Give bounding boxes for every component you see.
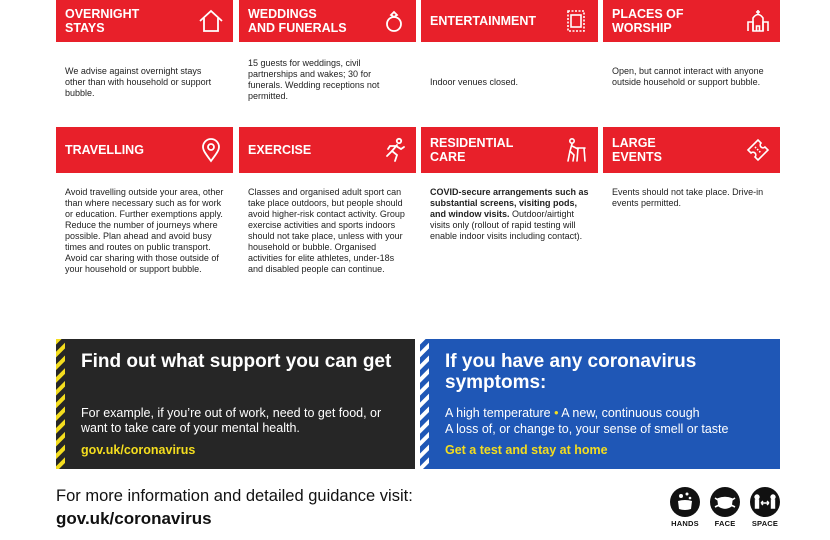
hfs-label: HANDS	[671, 519, 699, 528]
symptom-temperature: A high temperature	[445, 406, 551, 420]
card-header	[603, 0, 780, 42]
symptoms-heading: If you have any coronavirus symptoms:	[445, 351, 697, 393]
card-body: Classes and organised adult sport can take place outdoors, but people should avoid higher-risk contact activity. Group exercise activities and sports indoors should not take place, unless with your household or bubble. Organised activities for elite athletes, under-18s and disabled people can continue.	[248, 187, 405, 274]
symptom-cough: A new, continuous cough	[561, 406, 700, 420]
card-body: Avoid travelling outside your area, other than where necessary such as for work or education. Further exemptions apply. Reduce the number of journeys where possible. Plan ahead and avoid busy times and routes on public transport. Avoid car sharing with those outside of your household or support bubble.	[65, 187, 224, 274]
card-weddings-funerals	[239, 0, 416, 121]
card-places-of-worship	[603, 0, 780, 121]
card-body: Open, but cannot interact with anyone outside household or support bubble.	[612, 66, 764, 87]
card-title: WORSHIP	[612, 21, 672, 35]
hands-washing-icon	[670, 487, 700, 517]
card-header	[421, 127, 598, 173]
card-overnight-stays	[56, 0, 233, 121]
card-header	[56, 0, 233, 42]
card-title: CARE	[430, 150, 466, 164]
card-body-text: Outdoor/airtight visits only (rollout of rapid testing will enable indoor visits including contact).	[430, 209, 583, 241]
symptoms-line-1	[445, 406, 775, 421]
card-title: EXERCISE	[248, 143, 312, 157]
card-header	[239, 127, 416, 173]
card-title: RESIDENTIAL	[430, 136, 514, 150]
card-header	[56, 127, 233, 173]
support-link[interactable]: gov.uk/coronavirus	[81, 443, 196, 457]
symptoms-link[interactable]: Get a test and stay at home	[445, 443, 608, 457]
card-large-events	[603, 127, 780, 323]
card-residential-care	[421, 127, 598, 323]
bullet: •	[554, 406, 559, 420]
card-exercise	[239, 127, 416, 323]
footer-url[interactable]: gov.uk/coronavirus	[56, 509, 212, 528]
card-body-bold: COVID-secure arrangements such as substantial screens, visiting pods, and window visits.	[430, 187, 589, 219]
face-mask-icon	[710, 487, 740, 517]
card-body: Events should not take place. Drive-in events permitted.	[612, 187, 764, 208]
card-body: 15 guests for weddings, civil partnerships and wakes; 30 for funerals. Wedding receptions not permitted.	[248, 58, 380, 101]
card-title: TRAVELLING	[65, 143, 144, 157]
card-title: STAYS	[65, 21, 105, 35]
card-body	[421, 173, 598, 242]
card-travelling	[56, 127, 233, 323]
card-header	[603, 127, 780, 173]
stamp-icon	[562, 7, 590, 35]
card-body: Indoor venues closed.	[430, 77, 519, 87]
ticket-icon	[744, 136, 772, 164]
walking-frame-icon	[562, 136, 590, 164]
symptoms-panel	[420, 339, 780, 469]
symptoms-line-2: A loss of, or change to, your sense of smell or taste	[445, 422, 729, 436]
card-title: ENTERTAINMENT	[430, 14, 537, 28]
support-panel	[56, 339, 415, 469]
hfs-label: FACE	[714, 519, 736, 528]
card-title: WEDDINGS	[248, 7, 317, 21]
ring-icon	[380, 7, 408, 35]
card-title: AND FUNERALS	[248, 21, 347, 35]
card-header	[239, 0, 416, 42]
runner-icon	[380, 136, 408, 164]
card-entertainment	[421, 0, 598, 121]
hfs-label: SPACE	[751, 519, 779, 528]
card-title: LARGE	[612, 136, 656, 150]
distance-icon	[750, 487, 780, 517]
card-title: EVENTS	[612, 150, 663, 164]
church-icon	[744, 7, 772, 35]
card-title: PLACES OF	[612, 7, 684, 21]
card-body: We advise against overnight stays other than with household or support bubble.	[65, 66, 212, 98]
location-pin-icon	[197, 136, 225, 164]
support-heading: Find out what support you can get	[81, 351, 392, 372]
card-title: OVERNIGHT	[65, 7, 140, 21]
hazard-stripes	[56, 339, 65, 469]
hazard-stripes	[420, 339, 429, 469]
hfs-hands	[665, 487, 705, 528]
footer-text: For more information and detailed guidance visit:	[56, 487, 413, 505]
card-header	[421, 0, 598, 42]
hfs-space	[745, 487, 785, 528]
support-text: For example, if you’re out of work, need to get food, or want to take care of your mental health.	[81, 406, 382, 435]
hfs-face	[705, 487, 745, 528]
house-icon	[197, 7, 225, 35]
